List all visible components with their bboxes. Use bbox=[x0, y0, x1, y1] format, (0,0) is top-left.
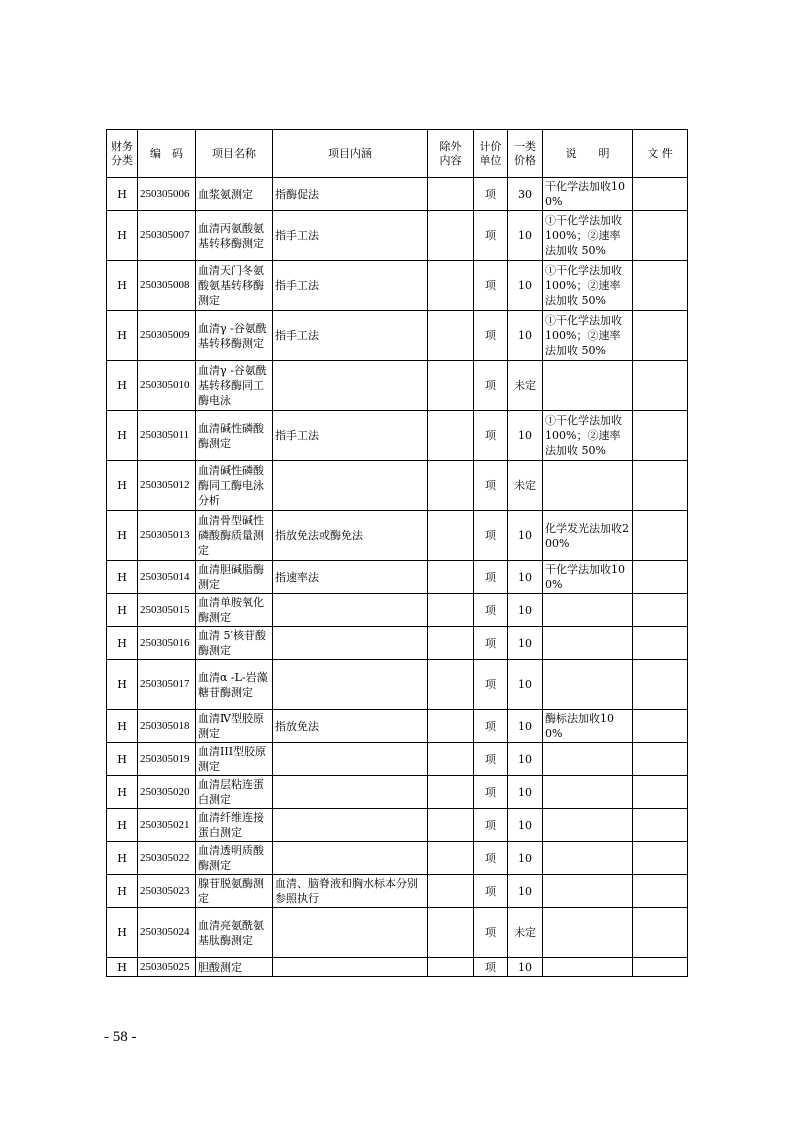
cell-doc bbox=[633, 842, 688, 875]
cell-code: 250305022 bbox=[138, 842, 196, 875]
cell-content: 指手工法 bbox=[273, 211, 428, 261]
cell-name: 血清层粘连蛋白测定 bbox=[196, 776, 273, 809]
cell-content bbox=[273, 361, 428, 411]
cell-code: 250305024 bbox=[138, 908, 196, 958]
cell-doc bbox=[633, 311, 688, 361]
cell-note bbox=[543, 461, 633, 511]
cell-excl bbox=[428, 958, 474, 977]
cell-doc bbox=[633, 594, 688, 627]
cell-unit: 项 bbox=[474, 361, 508, 411]
header-unit: 计价 单位 bbox=[474, 130, 508, 178]
cell-name: 血清透明质酸酶测定 bbox=[196, 842, 273, 875]
cell-unit: 项 bbox=[474, 875, 508, 908]
cell-note bbox=[543, 361, 633, 411]
cell-name: 血清III型胶原测定 bbox=[196, 743, 273, 776]
cell-note: ①干化学法加收 100%；②速率法加收 50% bbox=[543, 411, 633, 461]
cell-cat: H bbox=[107, 875, 138, 908]
cell-price: 10 bbox=[508, 594, 543, 627]
cell-unit: 项 bbox=[474, 311, 508, 361]
cell-price: 10 bbox=[508, 261, 543, 311]
cell-doc bbox=[633, 875, 688, 908]
cell-doc bbox=[633, 561, 688, 594]
header-name: 项目名称 bbox=[196, 130, 273, 178]
cell-code: 250305018 bbox=[138, 710, 196, 743]
cell-doc bbox=[633, 710, 688, 743]
cell-excl bbox=[428, 809, 474, 842]
cell-code: 250305011 bbox=[138, 411, 196, 461]
cell-note: ①干化学法加收 100%；②速率法加收 50% bbox=[543, 211, 633, 261]
cell-excl bbox=[428, 660, 474, 710]
cell-code: 250305019 bbox=[138, 743, 196, 776]
cell-cat: H bbox=[107, 461, 138, 511]
cell-content bbox=[273, 809, 428, 842]
cell-note: ①干化学法加收 100%；②速率法加收 50% bbox=[543, 261, 633, 311]
cell-price: 10 bbox=[508, 561, 543, 594]
cell-excl bbox=[428, 361, 474, 411]
cell-cat: H bbox=[107, 743, 138, 776]
cell-name: 血清天门冬氨酸氨基转移酶测定 bbox=[196, 261, 273, 311]
cell-price: 30 bbox=[508, 178, 543, 211]
cell-code: 250305010 bbox=[138, 361, 196, 411]
cell-unit: 项 bbox=[474, 743, 508, 776]
cell-cat: H bbox=[107, 311, 138, 361]
cell-name: 血清丙氨酸氨基转移酶测定 bbox=[196, 211, 273, 261]
cell-name: 血清 5′核苷酸酶测定 bbox=[196, 627, 273, 660]
cell-code: 250305025 bbox=[138, 958, 196, 977]
cell-price: 10 bbox=[508, 627, 543, 660]
cell-code: 250305007 bbox=[138, 211, 196, 261]
cell-code: 250305021 bbox=[138, 809, 196, 842]
cell-price: 10 bbox=[508, 710, 543, 743]
cell-doc bbox=[633, 958, 688, 977]
cell-unit: 项 bbox=[474, 461, 508, 511]
cell-price: 10 bbox=[508, 958, 543, 977]
cell-excl bbox=[428, 461, 474, 511]
cell-note bbox=[543, 908, 633, 958]
cell-cat: H bbox=[107, 361, 138, 411]
cell-cat: H bbox=[107, 908, 138, 958]
cell-cat: H bbox=[107, 809, 138, 842]
cell-code: 250305020 bbox=[138, 776, 196, 809]
cell-cat: H bbox=[107, 594, 138, 627]
cell-note: 酶标法加收100% bbox=[543, 710, 633, 743]
cell-excl bbox=[428, 743, 474, 776]
table-row bbox=[107, 710, 688, 743]
table-row bbox=[107, 361, 688, 411]
header-note: 说 明 bbox=[543, 130, 633, 178]
cell-code: 250305012 bbox=[138, 461, 196, 511]
table-row bbox=[107, 875, 688, 908]
cell-doc bbox=[633, 660, 688, 710]
cell-note bbox=[543, 660, 633, 710]
cell-price: 10 bbox=[508, 776, 543, 809]
table-row bbox=[107, 261, 688, 311]
table-row bbox=[107, 511, 688, 561]
table-row bbox=[107, 627, 688, 660]
page-number: - 58 - bbox=[104, 1029, 137, 1045]
table-row bbox=[107, 743, 688, 776]
cell-note bbox=[543, 776, 633, 809]
cell-cat: H bbox=[107, 660, 138, 710]
cell-note bbox=[543, 842, 633, 875]
cell-cat: H bbox=[107, 211, 138, 261]
cell-unit: 项 bbox=[474, 211, 508, 261]
cell-name: 血浆氨测定 bbox=[196, 178, 273, 211]
cell-note bbox=[543, 809, 633, 842]
cell-content bbox=[273, 776, 428, 809]
cell-name: 血清骨型碱性磷酸酶质量测定 bbox=[196, 511, 273, 561]
cell-excl bbox=[428, 561, 474, 594]
cell-name: 血清胆碱脂酶测定 bbox=[196, 561, 273, 594]
cell-doc bbox=[633, 411, 688, 461]
table-row bbox=[107, 908, 688, 958]
cell-price: 未定 bbox=[508, 461, 543, 511]
cell-note: 干化学法加收100% bbox=[543, 178, 633, 211]
cell-cat: H bbox=[107, 710, 138, 743]
table-row bbox=[107, 561, 688, 594]
cell-content: 血清、脑脊液和胸水标本分别参照执行 bbox=[273, 875, 428, 908]
cell-doc bbox=[633, 743, 688, 776]
cell-unit: 项 bbox=[474, 561, 508, 594]
cell-excl bbox=[428, 908, 474, 958]
cell-content bbox=[273, 908, 428, 958]
cell-excl bbox=[428, 178, 474, 211]
cell-doc bbox=[633, 178, 688, 211]
cell-unit: 项 bbox=[474, 261, 508, 311]
cell-name: 血清α -L-岩藻糖苷酶测定 bbox=[196, 660, 273, 710]
cell-excl bbox=[428, 511, 474, 561]
cell-excl bbox=[428, 411, 474, 461]
cell-excl bbox=[428, 875, 474, 908]
cell-code: 250305013 bbox=[138, 511, 196, 561]
cell-content bbox=[273, 594, 428, 627]
cell-doc bbox=[633, 511, 688, 561]
cell-name: 血清纤维连接蛋白测定 bbox=[196, 809, 273, 842]
cell-price: 10 bbox=[508, 511, 543, 561]
cell-excl bbox=[428, 627, 474, 660]
header-price: 一类 价格 bbox=[508, 130, 543, 178]
header-excl: 除外 内容 bbox=[428, 130, 474, 178]
cell-cat: H bbox=[107, 411, 138, 461]
cell-doc bbox=[633, 809, 688, 842]
cell-unit: 项 bbox=[474, 511, 508, 561]
cell-price: 10 bbox=[508, 660, 543, 710]
cell-name: 血清Ⅳ型胶原测定 bbox=[196, 710, 273, 743]
cell-code: 250305015 bbox=[138, 594, 196, 627]
cell-code: 250305014 bbox=[138, 561, 196, 594]
cell-unit: 项 bbox=[474, 411, 508, 461]
cell-price: 10 bbox=[508, 809, 543, 842]
cell-unit: 项 bbox=[474, 710, 508, 743]
cell-unit: 项 bbox=[474, 594, 508, 627]
cell-unit: 项 bbox=[474, 178, 508, 211]
cell-unit: 项 bbox=[474, 627, 508, 660]
cell-name: 胆酸测定 bbox=[196, 958, 273, 977]
cell-price: 未定 bbox=[508, 361, 543, 411]
cell-price: 10 bbox=[508, 411, 543, 461]
cell-doc bbox=[633, 461, 688, 511]
header-cat: 财务 分类 bbox=[107, 130, 138, 178]
cell-note bbox=[543, 743, 633, 776]
cell-code: 250305016 bbox=[138, 627, 196, 660]
cell-content bbox=[273, 627, 428, 660]
cell-code: 250305023 bbox=[138, 875, 196, 908]
cell-note bbox=[543, 958, 633, 977]
cell-name: 血清亮氨酰氨基肽酶测定 bbox=[196, 908, 273, 958]
cell-name: 腺苷脱氨酶测定 bbox=[196, 875, 273, 908]
table-row bbox=[107, 411, 688, 461]
cell-unit: 项 bbox=[474, 660, 508, 710]
cell-content: 指放免法或酶免法 bbox=[273, 511, 428, 561]
cell-content: 指酶促法 bbox=[273, 178, 428, 211]
cell-cat: H bbox=[107, 958, 138, 977]
cell-unit: 项 bbox=[474, 908, 508, 958]
cell-excl bbox=[428, 710, 474, 743]
cell-name: 血清γ -谷氨酰基转移酶同工酶电泳 bbox=[196, 361, 273, 411]
cell-price: 10 bbox=[508, 211, 543, 261]
table-row bbox=[107, 311, 688, 361]
cell-cat: H bbox=[107, 511, 138, 561]
cell-content bbox=[273, 743, 428, 776]
cell-excl bbox=[428, 261, 474, 311]
cell-code: 250305017 bbox=[138, 660, 196, 710]
cell-doc bbox=[633, 908, 688, 958]
cell-doc bbox=[633, 211, 688, 261]
cell-content bbox=[273, 461, 428, 511]
cell-content bbox=[273, 842, 428, 875]
cell-name: 血清碱性磷酸酶测定 bbox=[196, 411, 273, 461]
cell-note bbox=[543, 875, 633, 908]
cell-cat: H bbox=[107, 178, 138, 211]
table-body bbox=[107, 178, 688, 977]
cell-excl bbox=[428, 311, 474, 361]
cell-price: 未定 bbox=[508, 908, 543, 958]
table-row bbox=[107, 776, 688, 809]
cell-content: 指手工法 bbox=[273, 311, 428, 361]
table-row bbox=[107, 211, 688, 261]
header-row bbox=[107, 130, 688, 178]
cell-price: 10 bbox=[508, 311, 543, 361]
cell-content bbox=[273, 660, 428, 710]
table-row bbox=[107, 809, 688, 842]
price-table bbox=[106, 129, 688, 977]
cell-note: ①干化学法加收 100%；②速率法加收 50% bbox=[543, 311, 633, 361]
header-code: 编 码 bbox=[138, 130, 196, 178]
cell-unit: 项 bbox=[474, 958, 508, 977]
cell-note: 干化学法加收100% bbox=[543, 561, 633, 594]
cell-content bbox=[273, 958, 428, 977]
cell-unit: 项 bbox=[474, 776, 508, 809]
cell-content: 指速率法 bbox=[273, 561, 428, 594]
header-content: 项目内涵 bbox=[273, 130, 428, 178]
header-doc: 文 件 bbox=[633, 130, 688, 178]
cell-code: 250305009 bbox=[138, 311, 196, 361]
cell-note: 化学发光法加收200% bbox=[543, 511, 633, 561]
cell-doc bbox=[633, 261, 688, 311]
cell-note bbox=[543, 627, 633, 660]
cell-note bbox=[543, 594, 633, 627]
cell-cat: H bbox=[107, 561, 138, 594]
cell-content: 指手工法 bbox=[273, 411, 428, 461]
cell-cat: H bbox=[107, 776, 138, 809]
cell-doc bbox=[633, 776, 688, 809]
cell-name: 血清碱性磷酸酶同工酶电泳分析 bbox=[196, 461, 273, 511]
cell-price: 10 bbox=[508, 842, 543, 875]
table-row bbox=[107, 461, 688, 511]
table-row bbox=[107, 594, 688, 627]
cell-excl bbox=[428, 842, 474, 875]
cell-name: 血清γ -谷氨酰基转移酶测定 bbox=[196, 311, 273, 361]
table-row bbox=[107, 842, 688, 875]
cell-content: 指手工法 bbox=[273, 261, 428, 311]
cell-cat: H bbox=[107, 627, 138, 660]
cell-content: 指放免法 bbox=[273, 710, 428, 743]
cell-excl bbox=[428, 211, 474, 261]
cell-price: 10 bbox=[508, 875, 543, 908]
cell-code: 250305006 bbox=[138, 178, 196, 211]
cell-excl bbox=[428, 594, 474, 627]
cell-name: 血清单胺氧化酶测定 bbox=[196, 594, 273, 627]
cell-price: 10 bbox=[508, 743, 543, 776]
cell-doc bbox=[633, 627, 688, 660]
cell-code: 250305008 bbox=[138, 261, 196, 311]
cell-excl bbox=[428, 776, 474, 809]
cell-unit: 项 bbox=[474, 809, 508, 842]
table-row bbox=[107, 660, 688, 710]
table-row bbox=[107, 178, 688, 211]
cell-cat: H bbox=[107, 842, 138, 875]
cell-unit: 项 bbox=[474, 842, 508, 875]
cell-doc bbox=[633, 361, 688, 411]
cell-cat: H bbox=[107, 261, 138, 311]
table-row bbox=[107, 958, 688, 977]
